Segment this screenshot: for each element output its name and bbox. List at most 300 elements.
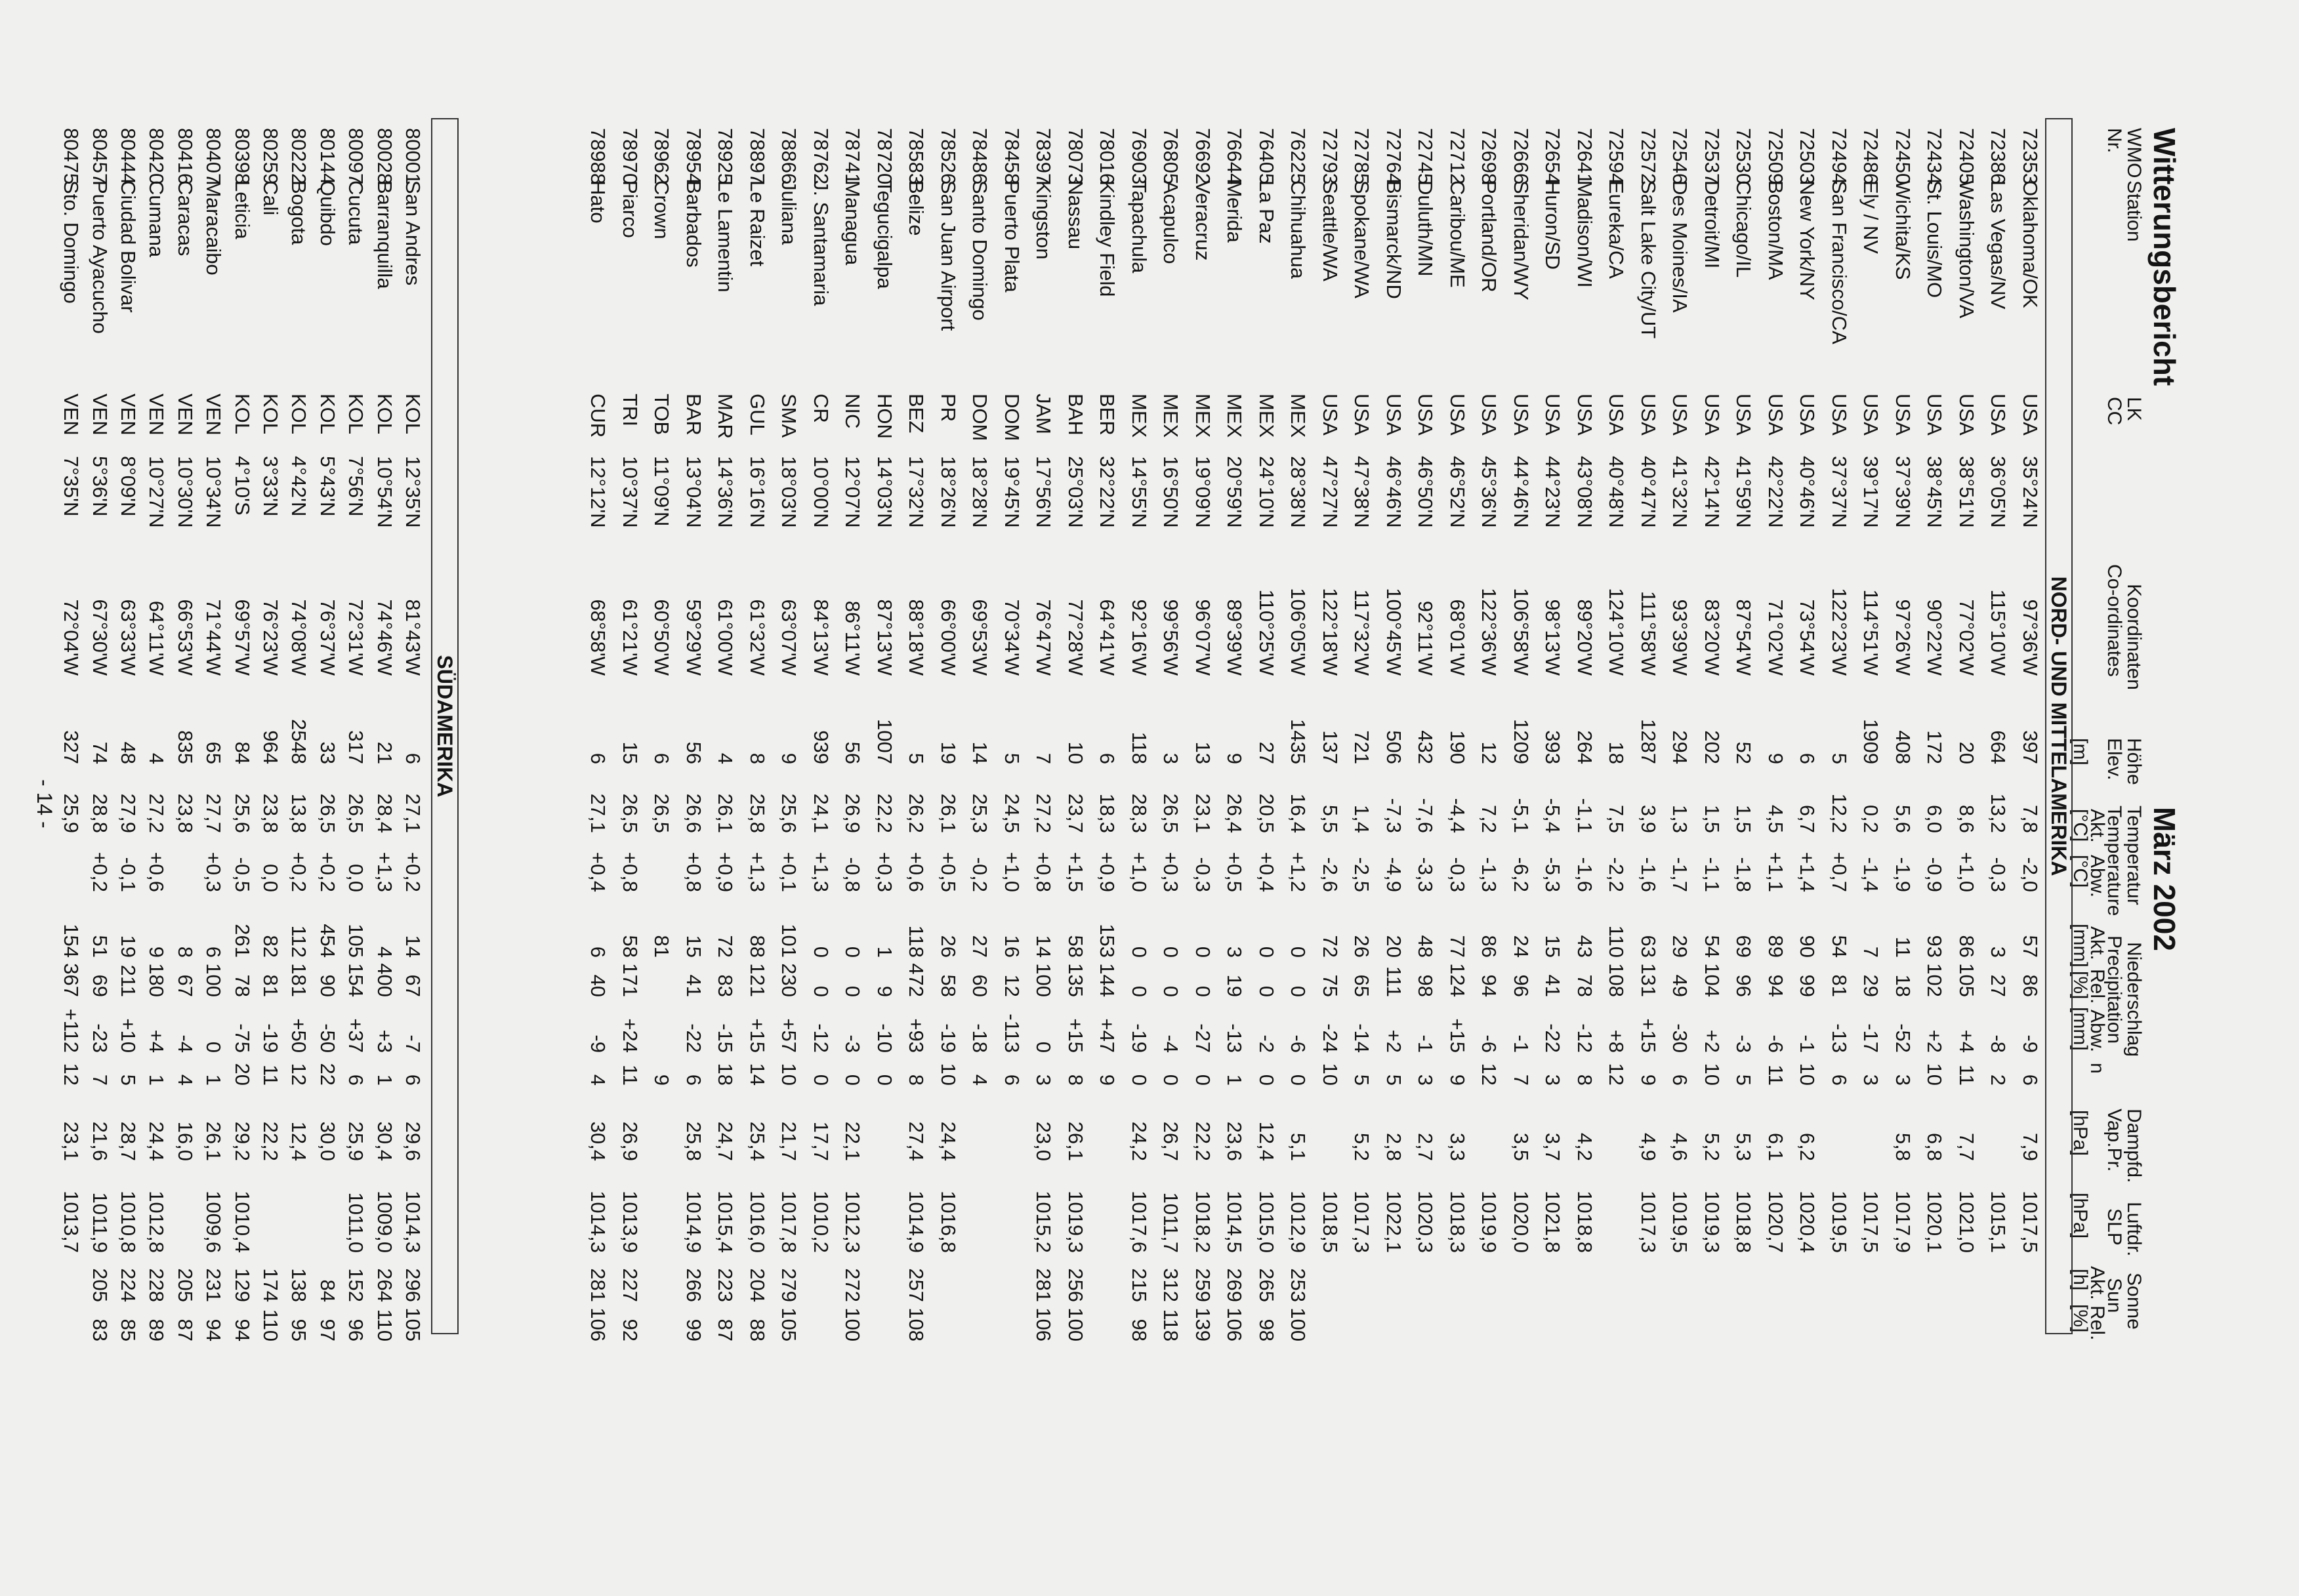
cell-precip-akt: 24 [1510, 935, 1533, 958]
cell-precip-akt: 19 [117, 935, 140, 958]
cell-station: Portland/OR [1478, 180, 1501, 293]
cell-precip-n: 10 [777, 1063, 801, 1086]
cell-station: Cucuta [344, 180, 368, 245]
cell-longitude: 83°20'W [1701, 599, 1724, 676]
cell-elevation: 264 [1573, 730, 1596, 764]
cell-station: Sto. Domingo [60, 180, 83, 304]
cell-latitude: 46°50'N [1414, 456, 1438, 528]
cell-slp: 1018,3 [1446, 1191, 1469, 1253]
cell-precip-abw: -12 [810, 1023, 833, 1053]
cell-station: Tapachula [1128, 180, 1151, 274]
cell-vapour-pressure: 12,4 [1255, 1121, 1278, 1161]
cell-elevation: 56 [682, 741, 705, 764]
cell-precip-akt: 3 [1987, 946, 2010, 958]
cell-wmo-nr: 72654 [1541, 128, 1565, 185]
cell-longitude: 60°50'W [650, 599, 674, 676]
cell-temp-abw: +1,5 [1064, 851, 1087, 892]
cell-precip-rel: 104 [1701, 963, 1724, 997]
cell-slp: 1017,3 [1637, 1191, 1660, 1253]
cell-temp-akt: 25,3 [968, 793, 992, 833]
cell-precip-rel: 78 [230, 974, 254, 997]
cell-longitude: 87°13'W [873, 599, 896, 676]
cell-elevation: 5 [1828, 752, 1851, 764]
cell-slp: 1021,8 [1541, 1191, 1565, 1253]
cell-sun-rel: 97 [316, 1319, 339, 1341]
cell-longitude: 84°13'W [810, 599, 833, 676]
cell-slp: 1015,4 [714, 1191, 737, 1253]
cell-longitude: 71°44'W [202, 599, 226, 676]
cell-temp-akt: 7,5 [1605, 804, 1628, 833]
cell-sun-rel: 106 [1032, 1307, 1056, 1341]
cell-elevation: 1287 [1637, 719, 1660, 764]
cell-vapour-pressure: 24,4 [937, 1121, 960, 1161]
cell-precip-abw: +50 [287, 1018, 311, 1053]
cell-slp: 1018,5 [1319, 1191, 1342, 1253]
cell-precip-rel: 100 [202, 963, 226, 997]
cell-temp-abw: 0,0 [344, 863, 368, 892]
cell-precip-abw: -4 [173, 1034, 197, 1053]
cell-longitude: 88°18'W [905, 599, 928, 676]
cell-wmo-nr: 72641 [1573, 128, 1596, 185]
cell-vapour-pressure: 17,7 [810, 1121, 833, 1161]
cell-wmo-nr: 76405 [1255, 128, 1278, 185]
cell-precip-abw: -1 [1510, 1034, 1533, 1053]
cell-longitude: 69°53'W [968, 599, 992, 676]
cell-sun-akt: 227 [619, 1268, 642, 1302]
cell-wmo-nr: 72434 [1923, 128, 1947, 185]
cell-temp-akt: 12,2 [1828, 793, 1851, 833]
header-temp-abw: Abw. [2086, 855, 2108, 898]
cell-temp-akt: 5,6 [1892, 804, 1915, 833]
cell-sun-akt: 281 [1032, 1268, 1056, 1302]
cell-precip-akt: 81 [650, 935, 674, 958]
cell-slp: 1012,8 [145, 1191, 169, 1253]
cell-precip-akt: 86 [1478, 935, 1501, 958]
cell-longitude: 97°26'W [1892, 599, 1915, 676]
header-sun-en: Sun [2103, 1278, 2125, 1313]
cell-precip-akt: 63 [1637, 935, 1660, 958]
cell-temp-abw: -1,9 [1892, 857, 1915, 892]
cell-slp: 1020,3 [1414, 1191, 1438, 1253]
cell-wmo-nr: 78962 [650, 128, 674, 185]
cell-precip-n: 6 [682, 1074, 705, 1086]
cell-precip-abw: -13 [1828, 1023, 1851, 1053]
cell-precip-rel: 90 [316, 974, 339, 997]
cell-temp-abw: +1,2 [1287, 851, 1310, 892]
cell-sun-rel: 94 [230, 1319, 254, 1341]
cell-precip-rel: 144 [1096, 963, 1119, 997]
cell-sun-rel: 105 [777, 1307, 801, 1341]
cell-wmo-nr: 72494 [1828, 128, 1851, 185]
cell-precip-rel: 83 [714, 974, 737, 997]
cell-station: Caribou/ME [1446, 180, 1469, 288]
cell-precip-abw: +15 [1064, 1018, 1087, 1053]
cell-precip-rel: 81 [1828, 974, 1851, 997]
cell-precip-n: 1 [373, 1074, 396, 1086]
cell-precip-rel: 180 [145, 963, 169, 997]
cell-wmo-nr: 72745 [1414, 128, 1438, 185]
cell-wmo-nr: 72698 [1478, 128, 1501, 185]
cell-temp-akt: 27,2 [145, 793, 169, 833]
cell-temp-abw: -3,3 [1414, 857, 1438, 892]
cell-precip-rel: 19 [1223, 974, 1247, 997]
cell-wmo-nr: 72353 [2019, 128, 2042, 185]
cell-latitude: 45°36'N [1478, 456, 1501, 528]
cell-temp-akt: 23,8 [173, 793, 197, 833]
cell-precip-akt: 261 [230, 924, 254, 958]
cell-longitude: 86°11'W [841, 600, 865, 676]
cell-precip-n: 10 [1923, 1063, 1947, 1086]
cell-wmo-nr: 76644 [1223, 128, 1247, 185]
cell-slp: 1020,1 [1923, 1191, 1947, 1253]
cell-station: Maracaibo [202, 180, 226, 276]
cell-precip-akt: 154 [60, 924, 83, 958]
cell-country: NIC [841, 394, 865, 429]
cell-precip-akt: 0 [810, 946, 833, 958]
cell-precip-akt: 16 [1001, 935, 1024, 958]
cell-precip-rel: 0 [1159, 985, 1183, 997]
cell-latitude: 10°37'N [619, 456, 642, 528]
cell-elevation: 84 [230, 741, 254, 764]
cell-longitude: 68°58'W [587, 599, 610, 676]
cell-precip-n: 7 [1510, 1074, 1533, 1086]
cell-country: USA [1382, 394, 1405, 436]
cell-precip-rel: 27 [1987, 974, 2010, 997]
cell-wmo-nr: 78526 [937, 128, 960, 185]
cell-precip-n: 11 [259, 1064, 282, 1086]
cell-precip-abw: -10 [873, 1023, 896, 1053]
cell-vapour-pressure: 29,2 [230, 1121, 254, 1161]
cell-slp: 1017,5 [1859, 1191, 1883, 1253]
cell-temp-abw: +0,5 [1223, 851, 1247, 892]
cell-latitude: 39°17'N [1859, 456, 1883, 528]
cell-slp: 1020,4 [1796, 1191, 1819, 1253]
cell-country: VEN [88, 394, 112, 436]
cell-latitude: 38°45'N [1923, 456, 1947, 528]
cell-precip-abw: -50 [316, 1023, 339, 1053]
cell-elevation: 15 [619, 741, 642, 764]
cell-temp-abw: +0,6 [905, 851, 928, 892]
cell-precip-abw: -19 [259, 1023, 282, 1053]
cell-temp-abw: +0,2 [402, 851, 425, 892]
cell-temp-akt: 6,0 [1923, 804, 1947, 833]
cell-sun-akt: 279 [777, 1268, 801, 1302]
cell-precip-abw: -6 [1764, 1034, 1787, 1053]
cell-precip-akt: 153 [1096, 924, 1119, 958]
cell-precip-akt: 6 [202, 946, 226, 958]
cell-temp-akt: 0,2 [1859, 804, 1883, 833]
cell-sun-akt: 129 [230, 1268, 254, 1302]
cell-country: USA [1541, 394, 1565, 436]
cell-precip-rel: 400 [373, 963, 396, 997]
cell-temp-abw: +1,1 [1764, 851, 1787, 892]
cell-vapour-pressure: 2,8 [1382, 1132, 1405, 1161]
cell-latitude: 10°30'N [173, 456, 197, 528]
cell-latitude: 18°28'N [968, 456, 992, 528]
cell-station: Spokane/WA [1350, 180, 1374, 298]
cell-precip-rel: 67 [402, 974, 425, 997]
cell-latitude: 17°32'N [905, 456, 928, 528]
cell-sun-rel: 92 [619, 1319, 642, 1341]
cell-vapour-pressure: 23,0 [1032, 1121, 1056, 1161]
cell-latitude: 42°22'N [1764, 456, 1787, 528]
cell-slp: 1017,3 [1350, 1191, 1374, 1253]
cell-precip-n: 7 [88, 1074, 112, 1086]
report-title: Witterungsbericht [2147, 128, 2182, 386]
cell-longitude: 122°18'W [1319, 588, 1342, 676]
cell-temp-akt: 27,1 [402, 793, 425, 833]
cell-station: Cumana [145, 180, 169, 258]
cell-station: Kindley Field [1096, 180, 1119, 297]
cell-vapour-pressure: 12,4 [287, 1121, 311, 1161]
cell-precip-abw: -17 [1859, 1023, 1883, 1053]
cell-elevation: 4 [145, 752, 169, 764]
cell-sun-akt: 266 [682, 1268, 705, 1302]
cell-sun-akt: 264 [373, 1268, 396, 1302]
cell-wmo-nr: 78720 [873, 128, 896, 185]
cell-temp-akt: 8,6 [1955, 804, 1978, 833]
cell-precip-abw: +10 [117, 1018, 140, 1053]
cell-wmo-nr: 80416 [173, 128, 197, 185]
cell-latitude: 38°51'N [1955, 456, 1978, 528]
cell-temp-akt: 28,3 [1128, 793, 1151, 833]
cell-temp-abw: +1,0 [1955, 851, 1978, 892]
cell-temp-abw: +0,3 [873, 851, 896, 892]
cell-sun-akt: 224 [117, 1268, 140, 1302]
cell-precip-akt: 110 [1605, 925, 1628, 958]
cell-precip-abw: +57 [777, 1018, 801, 1053]
cell-longitude: 110°25'W [1255, 589, 1278, 676]
cell-elevation: 5 [1001, 752, 1024, 764]
cell-country: BAR [682, 394, 705, 436]
cell-precip-abw: +15 [1637, 1018, 1660, 1053]
cell-elevation: 14 [968, 741, 992, 764]
cell-precip-akt: 26 [1350, 935, 1374, 958]
cell-vapour-pressure: 25,8 [682, 1121, 705, 1161]
cell-latitude: 40°47'N [1637, 456, 1660, 528]
cell-precip-rel: 9 [873, 985, 896, 997]
cell-precip-abw: -1 [1414, 1034, 1438, 1053]
cell-wmo-nr: 78458 [1001, 128, 1024, 185]
header-coords-de: Koordinaten [2123, 584, 2145, 690]
cell-precip-akt: 86 [1955, 935, 1978, 958]
cell-station: Barranquilla [373, 180, 396, 289]
cell-precip-n: 6 [1001, 1074, 1024, 1086]
cell-country: KOL [402, 394, 425, 435]
cell-slp: 1019,3 [1701, 1191, 1724, 1253]
cell-slp: 1014,5 [1223, 1191, 1247, 1253]
cell-precip-n: 4 [968, 1074, 992, 1086]
cell-temp-abw: -1,3 [1478, 857, 1501, 892]
cell-precip-n: 10 [1796, 1063, 1819, 1086]
cell-wmo-nr: 80028 [373, 128, 396, 185]
cell-slp: 1015,2 [1032, 1191, 1056, 1253]
cell-precip-akt: 69 [1732, 935, 1756, 958]
cell-sun-rel: 87 [714, 1319, 737, 1341]
cell-temp-abw: +0,1 [777, 851, 801, 892]
cell-country: USA [1796, 394, 1819, 436]
cell-precip-abw: +37 [344, 1018, 368, 1053]
cell-temp-akt: 26,5 [344, 793, 368, 833]
cell-station: Huron/SD [1541, 180, 1565, 270]
cell-station: Le Lamentin [714, 180, 737, 293]
cell-precip-akt: 54 [1828, 935, 1851, 958]
cell-country: TOB [650, 394, 674, 436]
cell-vapour-pressure: 22,2 [259, 1121, 282, 1161]
cell-temp-abw: +0,4 [1255, 851, 1278, 892]
cell-precip-akt: 1 [873, 946, 896, 958]
cell-precip-n: 1 [1223, 1074, 1247, 1086]
cell-longitude: 76°47'W [1032, 599, 1056, 676]
cell-temp-abw: -0,9 [1923, 857, 1947, 892]
cell-elevation: 74 [88, 741, 112, 764]
cell-precip-abw: +15 [746, 1018, 769, 1053]
cell-precip-abw: 0 [1032, 1041, 1056, 1053]
cell-sun-akt: 84 [316, 1279, 339, 1302]
cell-precip-akt: 72 [714, 935, 737, 958]
cell-precip-abw: 0 [202, 1041, 226, 1053]
cell-precip-abw: -6 [1287, 1034, 1310, 1053]
cell-longitude: 76°23'W [259, 599, 282, 676]
cell-slp: 1020,0 [1510, 1191, 1533, 1253]
cell-station: Barbados [682, 180, 705, 268]
cell-wmo-nr: 72537 [1701, 128, 1724, 185]
cell-latitude: 24°10'N [1255, 456, 1278, 528]
cell-station: San Juan Airport [937, 180, 960, 331]
cell-wmo-nr: 72546 [1668, 128, 1692, 185]
cell-temp-akt: 23,7 [1064, 793, 1087, 833]
cell-country: MAR [714, 394, 737, 439]
cell-elevation: 118 [1128, 731, 1151, 764]
cell-temp-abw: +0,9 [1096, 851, 1119, 892]
cell-precip-akt: 454 [316, 924, 339, 958]
cell-longitude: 89°39'W [1223, 599, 1247, 676]
cell-elevation: 432 [1414, 730, 1438, 764]
cell-precip-n: 11 [619, 1064, 642, 1086]
cell-temp-abw: -1,6 [1637, 857, 1660, 892]
cell-station: Wichita/KS [1892, 180, 1915, 280]
cell-slp: 1014,3 [402, 1191, 425, 1253]
cell-latitude: 17°56'N [1032, 456, 1056, 528]
cell-vapour-pressure: 16,0 [173, 1121, 197, 1161]
cell-wmo-nr: 80457 [88, 128, 112, 185]
cell-longitude: 98°13'W [1541, 599, 1565, 676]
cell-wmo-nr: 78762 [810, 128, 833, 185]
cell-latitude: 18°03'N [777, 456, 801, 528]
cell-temp-akt: 26,1 [714, 793, 737, 833]
cell-latitude: 19°45'N [1001, 456, 1024, 528]
cell-sun-akt: 257 [905, 1268, 928, 1302]
cell-precip-abw: -9 [587, 1034, 610, 1053]
cell-temp-akt: 7,8 [2019, 804, 2042, 833]
cell-sun-akt: 296 [402, 1268, 425, 1302]
cell-precip-abw: -18 [968, 1023, 992, 1053]
cell-precip-rel: 67 [173, 974, 197, 997]
cell-longitude: 74°46'W [373, 599, 396, 676]
cell-vapour-pressure: 3,7 [1541, 1132, 1565, 1161]
cell-slp: 1022,1 [1382, 1191, 1405, 1253]
cell-latitude: 12°12'N [587, 456, 610, 528]
cell-wmo-nr: 78988 [587, 128, 610, 185]
cell-country: USA [1510, 394, 1533, 436]
cell-slp: 1012,9 [1287, 1191, 1310, 1253]
header-temp-unit1: [°C] [2069, 809, 2091, 842]
cell-precip-n: 1 [202, 1074, 226, 1086]
cell-sun-akt: 312 [1159, 1268, 1183, 1302]
cell-vapour-pressure: 25,4 [746, 1121, 769, 1161]
cell-elevation: 397 [2019, 730, 2042, 764]
cell-station: Le Raizet [746, 180, 769, 266]
cell-elevation: 56 [841, 741, 865, 764]
cell-country: JAM [1032, 394, 1056, 434]
cell-precip-n: 5 [1382, 1074, 1405, 1086]
cell-latitude: 40°46'N [1796, 456, 1819, 528]
cell-slp: 1014,9 [682, 1191, 705, 1253]
cell-precip-akt: 82 [259, 935, 282, 958]
cell-precip-rel: 0 [1128, 985, 1151, 997]
cell-precip-n: 14 [746, 1063, 769, 1086]
cell-precip-n: 3 [1892, 1074, 1915, 1086]
cell-country: VEN [202, 394, 226, 436]
header-temp-akt: Akt. [2086, 809, 2108, 843]
cell-longitude: 66°00'W [937, 599, 960, 676]
cell-temp-akt: 1,4 [1350, 804, 1374, 833]
cell-precip-akt: 0 [1159, 946, 1183, 958]
cell-slp: 1014,9 [905, 1191, 928, 1253]
cell-vapour-pressure: 26,1 [202, 1121, 226, 1161]
cell-slp: 1017,5 [2019, 1191, 2042, 1253]
cell-station: Leticia [230, 180, 254, 239]
cell-station: Crown [650, 180, 674, 239]
cell-country: VEN [145, 394, 169, 436]
cell-precip-n: 3 [1541, 1074, 1565, 1086]
cell-temp-abw: -2,2 [1605, 857, 1628, 892]
cell-wmo-nr: 78486 [968, 128, 992, 185]
cell-precip-akt: 105 [344, 924, 368, 958]
cell-precip-akt: 6 [587, 946, 610, 958]
cell-precip-akt: 88 [746, 935, 769, 958]
cell-country: USA [1701, 394, 1724, 436]
cell-country: KOL [259, 394, 282, 435]
cell-wmo-nr: 78397 [1032, 128, 1056, 185]
cell-precip-n: 5 [117, 1074, 140, 1086]
cell-sun-rel: 87 [173, 1319, 197, 1341]
cell-temp-abw: +0,2 [287, 851, 311, 892]
cell-precip-n: 11 [1764, 1064, 1787, 1086]
cell-country: SMA [777, 394, 801, 438]
cell-latitude: 14°03'N [873, 456, 896, 528]
cell-latitude: 4°42'N [287, 456, 311, 517]
cell-precip-akt: 90 [1796, 935, 1819, 958]
cell-temp-abw: +0,5 [937, 851, 960, 892]
cell-precip-abw: -7 [402, 1034, 425, 1053]
cell-latitude: 10°27'N [145, 456, 169, 528]
cell-precip-n: 6 [402, 1074, 425, 1086]
cell-longitude: 66°53'W [173, 599, 197, 676]
cell-latitude: 20°59'N [1223, 456, 1247, 528]
cell-latitude: 46°46'N [1382, 456, 1405, 528]
cell-slp: 1017,9 [1892, 1191, 1915, 1253]
cell-elevation: 21 [373, 741, 396, 764]
header-precip-rel: Rel. [2086, 969, 2108, 1004]
cell-station: Santo Domingo [968, 180, 992, 321]
cell-temp-akt: 1,5 [1732, 804, 1756, 833]
cell-slp: 1013,7 [60, 1191, 83, 1253]
cell-sun-rel: 110 [259, 1309, 282, 1341]
cell-precip-rel: 18 [1892, 974, 1915, 997]
cell-latitude: 7°35'N [60, 456, 83, 517]
header-sun-rel: Rel. [2086, 1305, 2108, 1341]
